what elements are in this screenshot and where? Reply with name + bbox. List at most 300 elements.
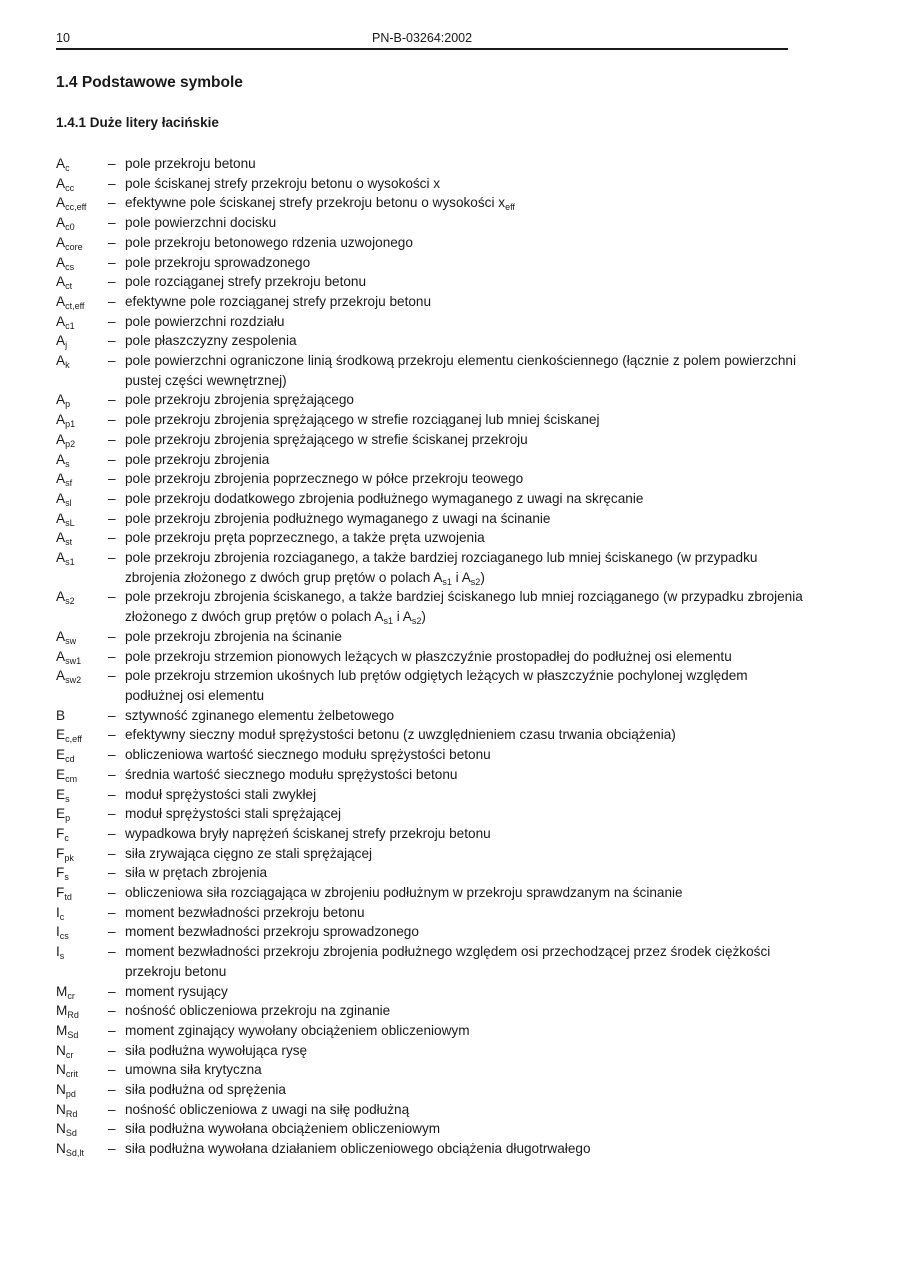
description-subscript: s2	[470, 576, 481, 587]
description-text: pole przekroju zbrojenia sprężającego w strefie ściskanej przekroju	[125, 431, 528, 447]
description-text: pole przekroju zbrojenia	[125, 451, 270, 467]
description-text: pole przekroju betonowego rdzenia uzwojonego	[125, 234, 413, 250]
dash: –	[108, 648, 116, 664]
symbol-description	[122, 253, 806, 273]
description-text: średnia wartość siecznego modułu sprężystości betonu	[125, 766, 458, 782]
description-text: pole przekroju pręta poprzecznego, a także pręta uzwojenia	[125, 530, 485, 546]
symbol-description	[122, 509, 806, 529]
symbol-row	[56, 1060, 806, 1080]
symbol	[56, 785, 108, 805]
symbol	[56, 430, 108, 450]
dash: –	[108, 865, 116, 881]
description-text: pole przekroju zbrojenia sprężającego w strefie rozciąganej lub mniej ściskanej	[125, 412, 600, 428]
description-text: moduł sprężystości stali zwykłej	[125, 786, 317, 802]
dash: –	[108, 707, 116, 723]
description-text: obliczeniowa siła rozciągająca w zbrojeniu podłużnym w przekroju sprawdzanym na ścinanie	[125, 885, 683, 901]
symbol-subscript: c0	[65, 222, 75, 233]
symbol-description	[122, 154, 806, 174]
symbol-base: A	[56, 550, 66, 566]
symbol-description	[122, 1021, 806, 1041]
symbol-base: A	[56, 195, 66, 211]
symbol-base: I	[56, 944, 60, 960]
symbol-row	[56, 272, 806, 292]
symbol-base: F	[56, 885, 65, 901]
symbol-subscript: sw	[65, 635, 77, 646]
symbol-base: A	[56, 333, 66, 349]
description-text: pole przekroju zbrojenia ściskanego, a także bardziej ściskanego lub mniej rozciąganego (w przypadku zbrojenia złożonego z dwóch grup prętów o polach A	[125, 589, 803, 625]
symbol-list	[56, 154, 806, 1159]
symbol-subscript: p	[65, 813, 71, 824]
symbol	[56, 174, 108, 194]
symbol-row	[56, 1041, 806, 1061]
symbol-subscript: Rd	[67, 1010, 79, 1021]
description-text: moment rysujący	[125, 983, 228, 999]
symbol-description	[122, 1001, 806, 1021]
description-text: pole powierzchni docisku	[125, 215, 277, 231]
symbol-description	[122, 213, 806, 233]
symbol-description	[122, 450, 806, 470]
symbol-subscript: p	[65, 399, 71, 410]
description-text: umowna siła krytyczna	[125, 1062, 262, 1078]
symbol	[56, 666, 108, 686]
symbol-subscript: sw2	[65, 675, 82, 686]
symbol-subscript: c	[65, 163, 70, 173]
symbol-row	[56, 174, 806, 194]
description-text: pole przekroju strzemion pionowych leżących w płaszczyźnie prostopadłej do podłużnej osi elementu	[125, 648, 732, 664]
description-text: pole przekroju betonu	[125, 156, 256, 171]
symbol-description	[122, 785, 806, 805]
symbol-row	[56, 548, 806, 587]
dash: –	[108, 1121, 116, 1137]
symbol-row	[56, 450, 806, 470]
description-text: wypadkowa bryły naprężeń ściskanej strefy przekroju betonu	[125, 825, 491, 841]
symbol	[56, 469, 108, 489]
symbol-row	[56, 351, 806, 390]
symbol-description	[122, 647, 806, 667]
symbol-base: N	[56, 1082, 66, 1098]
dash: –	[108, 766, 116, 782]
symbol-description	[122, 272, 806, 292]
page-header	[56, 30, 788, 50]
description-text: )	[480, 569, 485, 585]
symbol-description	[122, 1100, 806, 1120]
dash: –	[108, 825, 116, 841]
symbol-row	[56, 647, 806, 667]
symbol	[56, 725, 108, 745]
description-subscript: s1	[442, 576, 452, 587]
symbol-row	[56, 489, 806, 509]
description-text: sztywność zginanego elementu żelbetowego	[125, 707, 395, 723]
symbol-subscript: ct	[65, 281, 73, 292]
description-text: pole powierzchni ograniczone linią środkową przekroju elementu cienkościennego (łącznie z polem powierzchni pustej części wewnętrznej)	[125, 353, 796, 388]
symbol-base: A	[56, 628, 66, 644]
symbol-base: N	[56, 1101, 66, 1117]
symbol-description	[122, 430, 806, 450]
symbol	[56, 390, 108, 410]
description-text: pole przekroju zbrojenia sprężającego	[125, 392, 354, 408]
symbol-description	[122, 489, 806, 509]
symbol-description	[122, 587, 806, 626]
symbol	[56, 312, 108, 332]
symbol-row	[56, 745, 806, 765]
symbol	[56, 1100, 108, 1120]
dash: –	[108, 786, 116, 802]
dash: –	[108, 1082, 116, 1098]
symbol-subscript: s1	[65, 557, 75, 568]
symbol	[56, 942, 108, 962]
description-text: obliczeniowa wartość siecznego modułu sprężystości betonu	[125, 747, 491, 763]
symbol-subscript: Sd	[65, 1128, 77, 1139]
symbol-subscript: cc	[65, 182, 75, 193]
dash: –	[108, 333, 116, 349]
symbol-description	[122, 982, 806, 1002]
symbol-subscript: cc,eff	[65, 202, 87, 213]
symbol	[56, 272, 108, 292]
symbol-row	[56, 922, 806, 942]
symbol	[56, 804, 108, 824]
symbol-base: F	[56, 825, 65, 841]
dash: –	[108, 1042, 116, 1058]
dash: –	[108, 904, 116, 920]
symbol-description	[122, 410, 806, 430]
symbol-description	[122, 292, 806, 312]
symbol-description	[122, 351, 806, 390]
symbol-base: A	[56, 648, 66, 664]
symbol-base: A	[56, 451, 66, 467]
description-subscript: eff	[505, 202, 515, 213]
symbol	[56, 450, 108, 470]
symbol-description	[122, 469, 806, 489]
dash: –	[108, 628, 116, 644]
symbol-row	[56, 430, 806, 450]
symbol-row	[56, 509, 806, 529]
symbol-row	[56, 253, 806, 273]
symbol-subscript: s	[65, 458, 70, 469]
symbol	[56, 903, 108, 923]
symbol-subscript: cs	[59, 931, 69, 942]
subsection-title: 1.4.1 Duże litery łacińskie	[56, 115, 219, 130]
symbol-subscript: sl	[65, 497, 72, 508]
dash: –	[108, 550, 116, 566]
dash: –	[108, 1062, 116, 1078]
description-text: i A	[451, 569, 471, 585]
dash: –	[108, 313, 116, 329]
description-text: pole przekroju strzemion ukośnych lub prętów odgiętych leżących w płaszczyźnie pochylonej względem podłużnej osi elementu	[125, 668, 748, 703]
symbol-base: A	[56, 254, 66, 270]
symbol-description	[122, 627, 806, 647]
symbol-description	[122, 863, 806, 883]
symbol-description	[122, 706, 806, 726]
symbol-description	[122, 942, 806, 981]
dash: –	[108, 510, 116, 526]
symbol-description	[122, 331, 806, 351]
symbol-description	[122, 548, 806, 587]
dash: –	[108, 1141, 116, 1157]
symbol-row	[56, 824, 806, 844]
symbol-base: A	[56, 490, 66, 506]
dash: –	[108, 845, 116, 861]
symbol-description	[122, 844, 806, 864]
symbol-base: A	[56, 392, 66, 408]
dash: –	[108, 215, 116, 231]
symbol-subscript: j	[65, 340, 68, 351]
symbol-description	[122, 1119, 806, 1139]
symbol-base: A	[56, 274, 66, 290]
dash: –	[108, 806, 116, 822]
symbol-subscript: Sd	[67, 1029, 79, 1040]
symbol-base: E	[56, 786, 66, 802]
description-text: pole ściskanej strefy przekroju betonu o wysokości x	[125, 175, 441, 191]
symbol-description	[122, 390, 806, 410]
symbol-base: A	[56, 293, 66, 309]
symbol-subscript: crit	[65, 1069, 78, 1080]
symbol-base: A	[56, 668, 66, 684]
symbol-description	[122, 765, 806, 785]
symbol-row	[56, 528, 806, 548]
symbol	[56, 331, 108, 351]
symbol-description	[122, 1060, 806, 1080]
symbol-row	[56, 331, 806, 351]
symbol-row	[56, 725, 806, 745]
symbol-base: A	[56, 431, 66, 447]
symbol	[56, 824, 108, 844]
symbol-description	[122, 883, 806, 903]
symbol-base: A	[56, 215, 66, 231]
symbol-base: A	[56, 353, 66, 369]
section-title: 1.4 Podstawowe symbole	[56, 74, 243, 91]
description-text: siła podłużna od sprężenia	[125, 1082, 286, 1098]
symbol-description	[122, 922, 806, 942]
dash: –	[108, 1101, 116, 1117]
description-subscript: s2	[411, 616, 422, 627]
symbol-base: N	[56, 1121, 66, 1137]
symbol-row	[56, 1021, 806, 1041]
symbol	[56, 1119, 108, 1139]
symbol-row	[56, 312, 806, 332]
symbol-subscript: cm	[65, 773, 78, 784]
symbol-subscript: c	[64, 832, 69, 843]
symbol	[56, 489, 108, 509]
symbol-subscript: pd	[65, 1089, 76, 1100]
symbol	[56, 528, 108, 548]
symbol-base: M	[56, 1022, 68, 1038]
symbol	[56, 509, 108, 529]
symbol-row	[56, 1119, 806, 1139]
dash: –	[108, 885, 116, 901]
symbol	[56, 627, 108, 647]
symbol-row	[56, 154, 806, 174]
symbol	[56, 745, 108, 765]
description-text: pole płaszczyzny zespolenia	[125, 333, 297, 349]
symbol-description	[122, 666, 806, 705]
dash: –	[108, 944, 116, 960]
description-text: pole przekroju zbrojenia poprzecznego w półce przekroju teowego	[125, 471, 524, 487]
symbol-base: B	[56, 707, 66, 723]
symbol-subscript: s	[64, 872, 69, 883]
symbol-row	[56, 390, 806, 410]
symbol-subscript: c1	[65, 320, 75, 331]
symbol-subscript: p1	[65, 419, 76, 430]
dash: –	[108, 490, 116, 506]
symbol-base: M	[56, 983, 68, 999]
symbol-row	[56, 410, 806, 430]
description-text: moment bezwładności przekroju betonu	[125, 904, 365, 920]
symbol	[56, 193, 108, 213]
symbol-description	[122, 174, 806, 194]
description-text: moment zginający wywołany obciążeniem obliczeniowym	[125, 1022, 470, 1038]
symbol-description	[122, 745, 806, 765]
description-text: siła zrywająca cięgno ze stali sprężającej	[125, 845, 373, 861]
symbol-subscript: sf	[65, 478, 73, 489]
symbol-description	[122, 804, 806, 824]
dash: –	[108, 471, 116, 487]
symbol	[56, 1080, 108, 1100]
dash: –	[108, 353, 116, 369]
symbol-row	[56, 627, 806, 647]
description-text: pole przekroju sprowadzonego	[125, 254, 311, 270]
symbol-row	[56, 785, 806, 805]
symbol-subscript: cd	[65, 754, 75, 765]
description-text: pole przekroju zbrojenia rozciaganego, a także bardziej rozciaganego lub mniej ściskanego (w przypadku zbrojenia złożonego z dwóch grup prętów o polach A	[125, 550, 758, 585]
symbol-base: N	[56, 1042, 66, 1058]
symbol-description	[122, 1080, 806, 1100]
symbol-row	[56, 469, 806, 489]
symbol-description	[122, 528, 806, 548]
symbol-row	[56, 942, 806, 981]
dash: –	[108, 274, 116, 290]
dash: –	[108, 175, 116, 191]
symbol-subscript: c,eff	[65, 734, 82, 745]
symbol-base: E	[56, 806, 66, 822]
description-text: nośność obliczeniowa przekroju na zginanie	[125, 1003, 391, 1019]
symbol	[56, 233, 108, 253]
symbol-subscript: sL	[65, 517, 75, 528]
symbol-row	[56, 587, 806, 626]
symbol-base: A	[56, 471, 66, 487]
description-text: pole rozciąganej strefy przekroju betonu	[125, 274, 367, 290]
symbol-description	[122, 233, 806, 253]
symbol	[56, 706, 108, 726]
symbol-base: E	[56, 766, 66, 782]
symbol	[56, 351, 108, 371]
symbol	[56, 1021, 108, 1041]
symbol-base: I	[56, 924, 60, 940]
description-text: efektywne pole rozciąganej strefy przekroju betonu	[125, 293, 432, 309]
symbol-subscript: Rd	[65, 1108, 78, 1119]
description-text: siła w prętach zbrojenia	[125, 865, 268, 881]
symbol	[56, 765, 108, 785]
description-text: pole przekroju dodatkowego zbrojenia podłużnego wymaganego z uwagi na skręcanie	[125, 490, 644, 506]
symbol-base: I	[56, 904, 60, 920]
symbol-description	[122, 1041, 806, 1061]
symbol-subscript: pk	[64, 852, 74, 863]
page-number: 10	[56, 31, 70, 45]
description-text: moment bezwładności przekroju zbrojenia podłużnego względem osi przechodzącej przez środek ciężkości przekroju betonu	[125, 944, 771, 979]
symbol-row	[56, 1080, 806, 1100]
symbol-subscript: st	[65, 537, 73, 548]
symbol	[56, 154, 108, 174]
symbol-row	[56, 982, 806, 1002]
symbol-row	[56, 233, 806, 253]
dash: –	[108, 234, 116, 250]
symbol-base: M	[56, 1003, 68, 1019]
dash: –	[108, 451, 116, 467]
symbol-subscript: c	[59, 911, 65, 922]
symbol-subscript: core	[65, 241, 83, 252]
dash: –	[108, 924, 116, 940]
dash: –	[108, 589, 116, 605]
description-text: pole przekroju zbrojenia podłużnego wymaganego z uwagi na ścinanie	[125, 510, 551, 526]
description-text: siła podłużna wywołana działaniem obliczeniowego obciążenia długotrwałego	[125, 1141, 591, 1157]
dash: –	[108, 983, 116, 999]
symbol	[56, 410, 108, 430]
symbol	[56, 863, 108, 883]
symbol-description	[122, 725, 806, 745]
symbol-base: A	[56, 530, 66, 546]
description-text: efektywny sieczny moduł sprężystości betonu (z uwzględnieniem czasu trwania obciążenia)	[125, 727, 676, 743]
description-subscript: s1	[383, 616, 393, 627]
dash: –	[108, 293, 116, 309]
dash: –	[108, 668, 116, 684]
symbol-subscript: cs	[65, 261, 75, 272]
symbol	[56, 883, 108, 903]
symbol-subscript: s	[59, 951, 65, 962]
description-text: )	[421, 609, 426, 625]
symbol	[56, 647, 108, 667]
symbol-subscript: p2	[65, 438, 76, 449]
symbol-row	[56, 666, 806, 705]
symbol-subscript: k	[65, 360, 70, 371]
symbol-row	[56, 1100, 806, 1120]
symbol-base: A	[56, 510, 66, 526]
dash: –	[108, 727, 116, 743]
symbol-base: N	[56, 1141, 66, 1157]
dash: –	[108, 530, 116, 546]
symbol	[56, 1001, 108, 1021]
symbol	[56, 292, 108, 312]
symbol	[56, 548, 108, 568]
dash: –	[108, 431, 116, 447]
symbol-subscript: s2	[65, 596, 75, 607]
symbol-base: A	[56, 156, 66, 171]
symbol	[56, 1139, 108, 1159]
description-text: siła podłużna wywołana obciążeniem obliczeniowym	[125, 1121, 441, 1137]
symbol-base: F	[56, 845, 65, 861]
dash: –	[108, 195, 116, 211]
symbol-row	[56, 804, 806, 824]
symbol-row	[56, 706, 806, 726]
description-text: moduł sprężystości stali sprężającej	[125, 806, 342, 822]
symbol-description	[122, 1139, 806, 1159]
symbol-description	[122, 824, 806, 844]
description-text: nośność obliczeniowa z uwagi na siłę podłużną	[125, 1101, 410, 1117]
symbol	[56, 982, 108, 1002]
description-text: siła podłużna wywołująca rysę	[125, 1042, 308, 1058]
symbol	[56, 922, 108, 942]
symbol-row	[56, 883, 806, 903]
symbol	[56, 844, 108, 864]
description-text: efektywne pole ściskanej strefy przekroju betonu o wysokości x	[125, 195, 506, 211]
standard-code: PN-B-03264:2002	[372, 31, 473, 45]
symbol-row	[56, 765, 806, 785]
symbol-base: A	[56, 589, 66, 605]
symbol-row	[56, 1139, 806, 1159]
symbol-row	[56, 1001, 806, 1021]
dash: –	[108, 1022, 116, 1038]
dash: –	[108, 747, 116, 763]
symbol-description	[122, 903, 806, 923]
description-text: moment bezwładności przekroju sprowadzonego	[125, 924, 419, 940]
